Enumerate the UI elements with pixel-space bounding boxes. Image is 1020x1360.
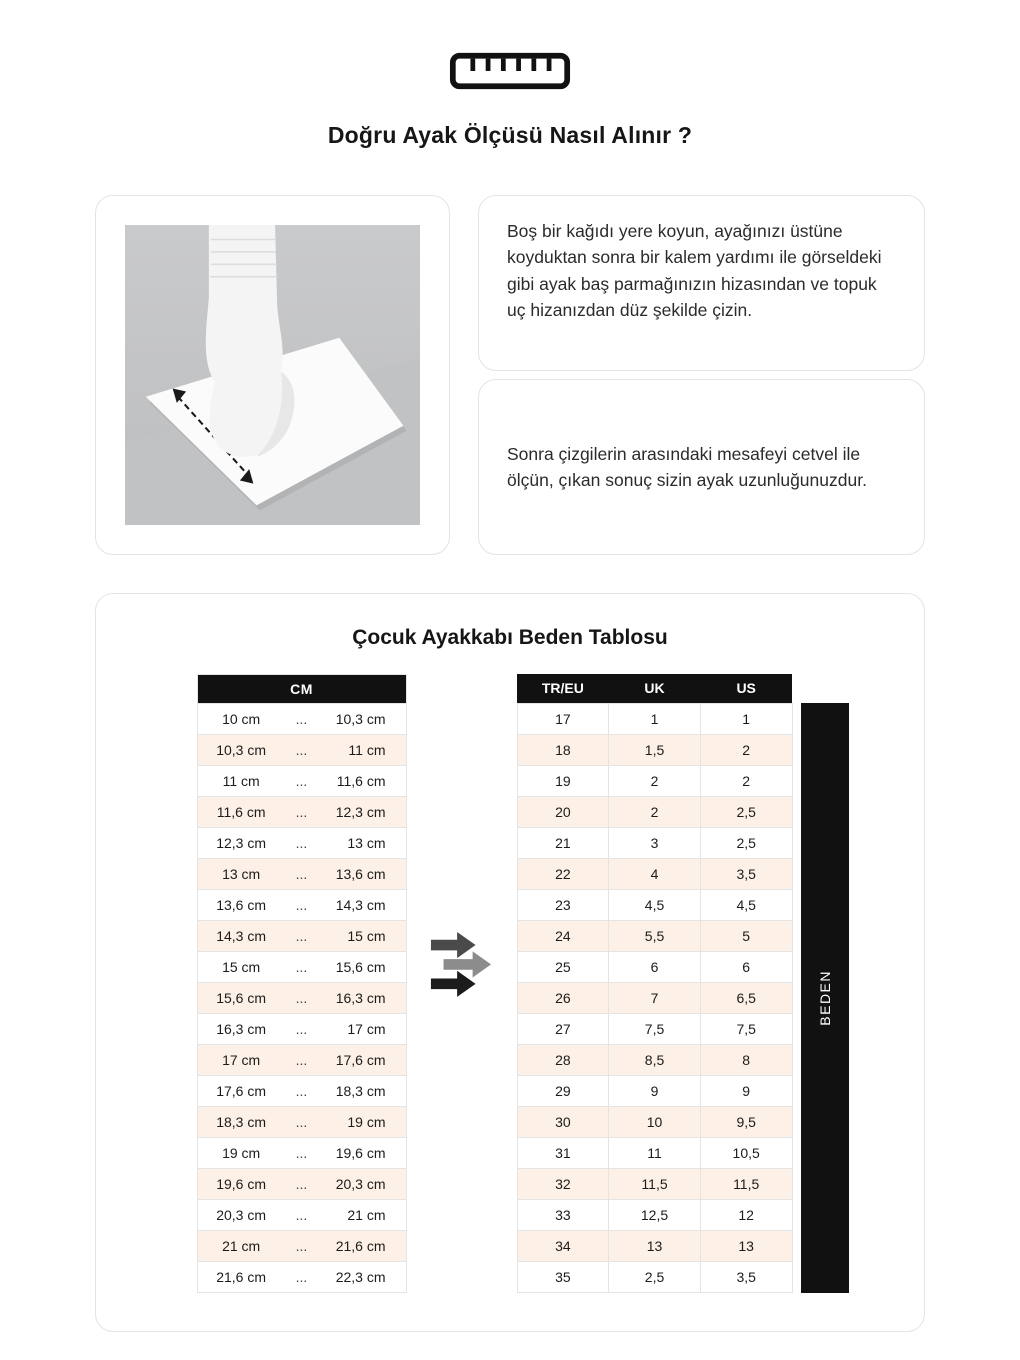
cm-to-cell: 18,3 cm: [318, 1076, 406, 1107]
cm-table-row: [197, 1169, 406, 1200]
cm-table: [197, 674, 407, 1293]
tr-eu-cell: 26: [517, 982, 609, 1013]
instruction-text-2: Sonra çizgilerin arasındaki mesafeyi cetvel ile ölçün, çıkan sonuç sizin ayak uzunluğunuzdur.: [507, 443, 867, 490]
cm-to-cell: 13 cm: [318, 828, 406, 859]
size-table-row: [517, 1261, 792, 1292]
transfer-arrows-icon: [429, 927, 493, 1002]
beden-label-text: BEDEN: [816, 970, 833, 1026]
range-dots: ...: [285, 704, 318, 735]
range-dots: ...: [285, 1169, 318, 1200]
size-table-row: [517, 1168, 792, 1199]
size-table-row: [517, 1230, 792, 1261]
uk-cell: 5,5: [609, 920, 701, 951]
us-cell: 12: [700, 1199, 792, 1230]
cm-table-row: [197, 1231, 406, 1262]
range-dots: ...: [285, 983, 318, 1014]
uk-cell: 4,5: [609, 889, 701, 920]
cm-table-row: [197, 890, 406, 921]
tr-eu-cell: 35: [517, 1261, 609, 1292]
range-dots: ...: [285, 735, 318, 766]
range-dots: ...: [285, 797, 318, 828]
uk-cell: 11,5: [609, 1168, 701, 1199]
uk-cell: 12,5: [609, 1199, 701, 1230]
us-cell: 9: [700, 1075, 792, 1106]
tr-eu-cell: 32: [517, 1168, 609, 1199]
cm-to-cell: 10,3 cm: [318, 704, 406, 735]
cm-to-cell: 17 cm: [318, 1014, 406, 1045]
range-dots: ...: [285, 1200, 318, 1231]
range-dots: ...: [285, 1138, 318, 1169]
tr-eu-cell: 30: [517, 1106, 609, 1137]
cm-table-row: [197, 952, 406, 983]
range-dots: ...: [285, 1076, 318, 1107]
cm-to-cell: 11 cm: [318, 735, 406, 766]
cm-from-cell: 11 cm: [197, 766, 285, 797]
us-cell: 13: [700, 1230, 792, 1261]
range-dots: ...: [285, 1045, 318, 1076]
us-cell: 6: [700, 951, 792, 982]
uk-cell: 4: [609, 858, 701, 889]
range-dots: ...: [285, 1231, 318, 1262]
cm-to-cell: 11,6 cm: [318, 766, 406, 797]
cm-from-cell: 17 cm: [197, 1045, 285, 1076]
uk-cell: 1: [609, 703, 701, 734]
cm-table-row: [197, 1138, 406, 1169]
cm-table-row: [197, 921, 406, 952]
us-cell: 4,5: [700, 889, 792, 920]
cm-to-cell: 21,6 cm: [318, 1231, 406, 1262]
us-cell: 8: [700, 1044, 792, 1075]
size-table-row: [517, 765, 792, 796]
cm-table-row: [197, 1045, 406, 1076]
cm-to-cell: 14,3 cm: [318, 890, 406, 921]
size-table-row: [517, 796, 792, 827]
uk-cell: 2: [609, 796, 701, 827]
cm-to-cell: 15,6 cm: [318, 952, 406, 983]
us-cell: 1: [700, 703, 792, 734]
uk-cell: 3: [609, 827, 701, 858]
tr-eu-cell: 34: [517, 1230, 609, 1261]
range-dots: ...: [285, 921, 318, 952]
cm-from-cell: 16,3 cm: [197, 1014, 285, 1045]
size-table-row: [517, 858, 792, 889]
us-cell: 2,5: [700, 827, 792, 858]
cm-from-cell: 11,6 cm: [197, 797, 285, 828]
range-dots: ...: [285, 766, 318, 797]
cm-table-row: [197, 983, 406, 1014]
cm-table-row: [197, 735, 406, 766]
us-cell: 2: [700, 734, 792, 765]
uk-cell: 7: [609, 982, 701, 1013]
size-table-body: [517, 703, 792, 1292]
uk-header: UK: [609, 674, 701, 703]
us-cell: 3,5: [700, 1261, 792, 1292]
uk-cell: 6: [609, 951, 701, 982]
cm-table-row: [197, 859, 406, 890]
tr-eu-cell: 20: [517, 796, 609, 827]
instruction-text-1: Boş bir kağıdı yere koyun, ayağınızı üstüne koyduktan sonra bir kalem yardımı ile görseldeki gibi ayak baş parmağınızın hizasından ve topuk uç hizanızdan düz şekilde çizin.: [507, 221, 882, 320]
cm-table-row: [197, 766, 406, 797]
cm-from-cell: 13 cm: [197, 859, 285, 890]
cm-table-row: [197, 1014, 406, 1045]
range-dots: ...: [285, 859, 318, 890]
size-table-row: [517, 889, 792, 920]
tr-eu-header: TR/EU: [517, 674, 609, 703]
range-dots: ...: [285, 1262, 318, 1293]
cm-to-cell: 12,3 cm: [318, 797, 406, 828]
cm-from-cell: 13,6 cm: [197, 890, 285, 921]
uk-cell: 8,5: [609, 1044, 701, 1075]
cm-table-row: [197, 1076, 406, 1107]
size-table-row: [517, 827, 792, 858]
us-header: US: [700, 674, 792, 703]
cm-from-cell: 12,3 cm: [197, 828, 285, 859]
cm-table-row: [197, 1262, 406, 1293]
tr-eu-cell: 21: [517, 827, 609, 858]
cm-to-cell: 22,3 cm: [318, 1262, 406, 1293]
us-cell: 6,5: [700, 982, 792, 1013]
size-conversion-table: [517, 674, 793, 1293]
range-dots: ...: [285, 952, 318, 983]
range-dots: ...: [285, 1014, 318, 1045]
us-cell: 9,5: [700, 1106, 792, 1137]
cm-from-cell: 19 cm: [197, 1138, 285, 1169]
size-chart-title: Çocuk Ayakkabı Beden Tablosu: [352, 626, 668, 649]
size-table-row: [517, 982, 792, 1013]
cm-from-cell: 10 cm: [197, 704, 285, 735]
cm-from-cell: 18,3 cm: [197, 1107, 285, 1138]
uk-cell: 9: [609, 1075, 701, 1106]
cm-to-cell: 15 cm: [318, 921, 406, 952]
uk-cell: 1,5: [609, 734, 701, 765]
range-dots: ...: [285, 890, 318, 921]
cm-table-row: [197, 797, 406, 828]
foot-measurement-photo-card: [95, 195, 450, 555]
cm-from-cell: 17,6 cm: [197, 1076, 285, 1107]
instruction-card-2: [478, 379, 925, 555]
cm-table-row: [197, 1107, 406, 1138]
cm-table-row: [197, 704, 406, 735]
cm-from-cell: 21 cm: [197, 1231, 285, 1262]
tr-eu-cell: 25: [517, 951, 609, 982]
cm-from-cell: 15 cm: [197, 952, 285, 983]
size-table-row: [517, 1137, 792, 1168]
us-cell: 3,5: [700, 858, 792, 889]
cm-table-body: [197, 704, 406, 1293]
size-table-row: [517, 1013, 792, 1044]
us-cell: 2,5: [700, 796, 792, 827]
tr-eu-cell: 23: [517, 889, 609, 920]
cm-from-cell: 19,6 cm: [197, 1169, 285, 1200]
cm-from-cell: 20,3 cm: [197, 1200, 285, 1231]
uk-cell: 7,5: [609, 1013, 701, 1044]
instruction-column: [478, 195, 925, 555]
cm-to-cell: 19,6 cm: [318, 1138, 406, 1169]
range-dots: ...: [285, 828, 318, 859]
tr-eu-cell: 29: [517, 1075, 609, 1106]
tr-eu-cell: 27: [517, 1013, 609, 1044]
tr-eu-cell: 31: [517, 1137, 609, 1168]
cm-to-cell: 21 cm: [318, 1200, 406, 1231]
uk-cell: 2: [609, 765, 701, 796]
uk-cell: 11: [609, 1137, 701, 1168]
size-table-row: [517, 951, 792, 982]
cm-from-cell: 10,3 cm: [197, 735, 285, 766]
uk-cell: 2,5: [609, 1261, 701, 1292]
tr-eu-cell: 28: [517, 1044, 609, 1075]
us-cell: 7,5: [700, 1013, 792, 1044]
intro-section: [0, 195, 1020, 555]
cm-to-cell: 13,6 cm: [318, 859, 406, 890]
us-cell: 5: [700, 920, 792, 951]
cm-from-cell: 21,6 cm: [197, 1262, 285, 1293]
size-table-row: [517, 703, 792, 734]
range-dots: ...: [285, 1107, 318, 1138]
cm-to-cell: 17,6 cm: [318, 1045, 406, 1076]
us-cell: 2: [700, 765, 792, 796]
size-chart-card: [95, 593, 925, 1332]
cm-to-cell: 16,3 cm: [318, 983, 406, 1014]
cm-from-cell: 14,3 cm: [197, 921, 285, 952]
us-cell: 11,5: [700, 1168, 792, 1199]
tr-eu-cell: 22: [517, 858, 609, 889]
page-title: Doğru Ayak Ölçüsü Nasıl Alınır ?: [327, 122, 693, 148]
uk-cell: 13: [609, 1230, 701, 1261]
ruler-icon: [0, 50, 1020, 92]
instruction-card-1: [478, 195, 925, 371]
size-table-row: [517, 1044, 792, 1075]
tr-eu-cell: 19: [517, 765, 609, 796]
cm-to-cell: 19 cm: [318, 1107, 406, 1138]
tr-eu-cell: 24: [517, 920, 609, 951]
size-table-row: [517, 920, 792, 951]
tr-eu-cell: 17: [517, 703, 609, 734]
size-table-row: [517, 1199, 792, 1230]
size-table-row: [517, 734, 792, 765]
cm-from-cell: 15,6 cm: [197, 983, 285, 1014]
size-tables-row: [96, 674, 924, 1293]
uk-cell: 10: [609, 1106, 701, 1137]
size-table-row: [517, 1075, 792, 1106]
cm-to-cell: 20,3 cm: [318, 1169, 406, 1200]
tr-eu-cell: 18: [517, 734, 609, 765]
foot-measurement-photo: [125, 225, 420, 525]
tr-eu-cell: 33: [517, 1199, 609, 1230]
size-table-row: [517, 1106, 792, 1137]
beden-vertical-label: [801, 703, 849, 1293]
cm-table-header: CM: [197, 675, 406, 704]
cm-table-row: [197, 828, 406, 859]
us-cell: 10,5: [700, 1137, 792, 1168]
cm-table-row: [197, 1200, 406, 1231]
